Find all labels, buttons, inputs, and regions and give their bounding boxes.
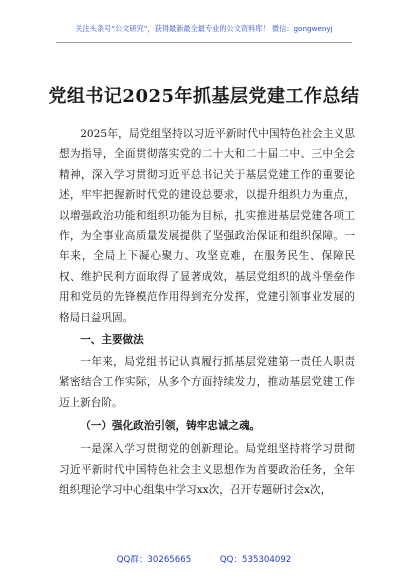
intro-paragraph: 2025年，局党组坚持以习近平新时代中国特色社会主义思想为指导，全面贯彻落实党的二十大和二十届二中、三中全会精神，深入学习贯彻习近平总书记关于基层党建工作的重要论述，牢牢把握新时代党的建设总要求，以提升组织力为重点，以增强政治功能和组织功能为目标，扎实推进基层党建各项工作，为全事业高质量发展提供了坚强政治保证和组织保障。一年来，全局上下凝心聚力、攻坚克难，在服务民生、保障民权、维护民利方面取得了显著成效，基层党组织的战斗堡垒作用和党员的先锋模范作用得到充分发挥，党建引领事业发展的格局日益巩固。 bbox=[59, 128, 355, 324]
footer-qq-group: QQ群：30265665 bbox=[116, 555, 192, 565]
document-body bbox=[59, 124, 355, 501]
subsection-body-paragraph: 一是深入学习贯彻党的创新理论。局党组坚持将学习贯彻习近平新时代中国特色社会主义思想作为首要政治任务，全年组织理论学习中心组集中学习xx次，召开专题研讨会x次， bbox=[59, 443, 355, 497]
subsection-heading-political-guidance: （一）强化政治引领，铸牢忠诚之魂。 bbox=[80, 420, 261, 433]
header-divider bbox=[56, 42, 352, 43]
document-title: 党组书记2025年抓基层党建工作总结 bbox=[48, 86, 360, 107]
page-footer bbox=[0, 553, 408, 565]
page-header-note bbox=[0, 24, 408, 34]
footer-qq-number: QQ：535304092 bbox=[219, 555, 292, 565]
section-heading-main-practices: 一、主要做法 bbox=[80, 334, 144, 347]
section-intro-paragraph: 一年来，局党组书记认真履行抓基层党建第一责任人职责紧密结合工作实际，从多个方面持续发力，推动基层党建工作迈上新台阶。 bbox=[59, 356, 355, 409]
header-text: 关注头条号“公文研究”，获得最新最全最专业的公文资料库！ 微信：gongwenyj bbox=[75, 24, 333, 33]
